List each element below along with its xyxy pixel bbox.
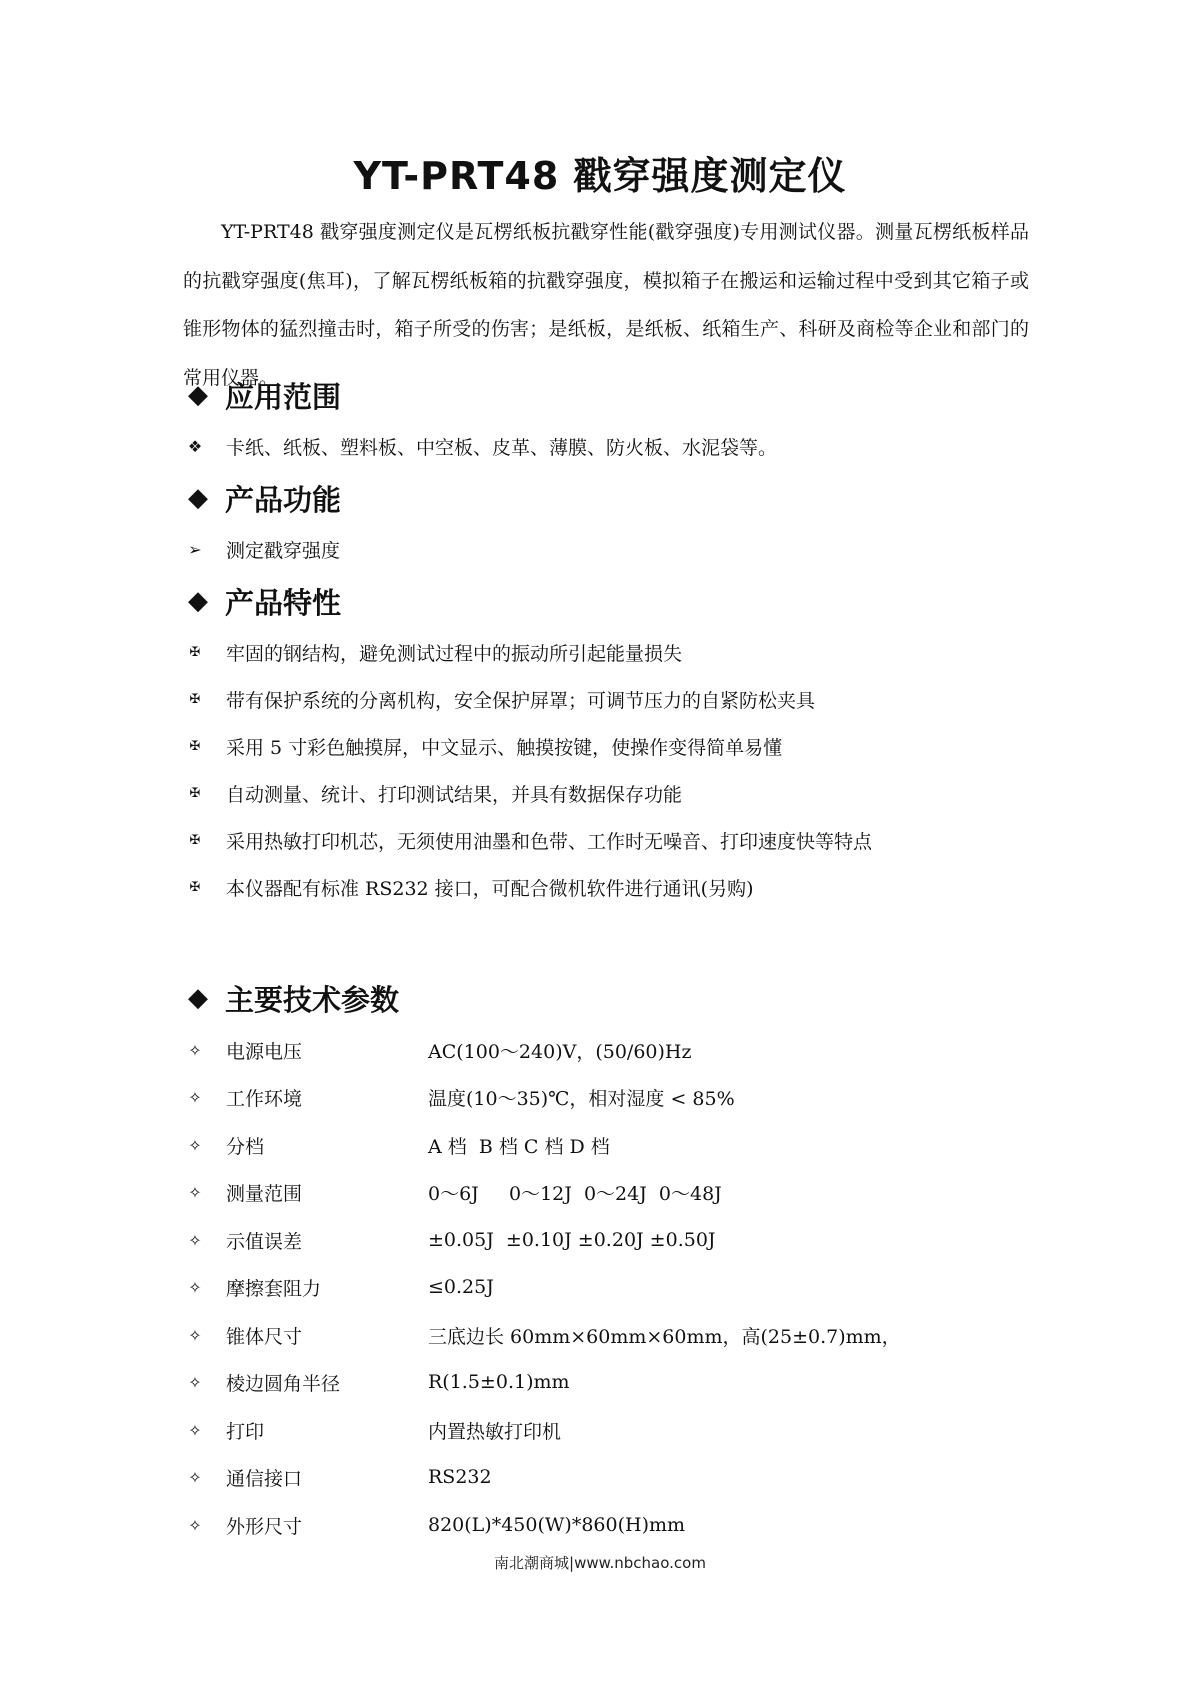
spec-value: ≤0.25J [428, 1276, 494, 1298]
cross-bullet-icon: ✠ [189, 785, 201, 801]
star-bullet-icon: ✧ [188, 1182, 202, 1202]
spec-label: 示值误差 [226, 1230, 303, 1253]
features-list-item [183, 730, 782, 762]
features-list-item [183, 871, 754, 903]
arrow-bullet-icon: ➢ [188, 539, 202, 559]
spec-row [183, 1366, 570, 1398]
star-bullet-icon: ✧ [188, 1515, 202, 1535]
cross-bullet-icon: ✠ [189, 738, 201, 754]
application-item-text: 卡纸、纸板、塑料板、中空板、皮革、薄膜、防火板、水泥袋等。 [226, 436, 778, 459]
features-list-item [183, 777, 682, 809]
star-bullet-icon: ✧ [188, 1230, 202, 1250]
functions-list-item [183, 533, 340, 565]
spec-value: 三底边长 60mm×60mm×60mm，高(25±0.7)mm， [428, 1325, 901, 1348]
features-item-text: 本仪器配有标准 RS232 接口，可配合微机软件进行通讯(另购) [226, 877, 754, 900]
spec-label: 打印 [226, 1420, 265, 1443]
spec-row [183, 1081, 735, 1113]
spec-row [183, 1461, 492, 1493]
cross-bullet-icon: ✠ [189, 879, 201, 895]
diamond-marker-icon: ◆ [188, 983, 208, 1013]
features-item-text: 带有保护系统的分离机构，安全保护屏罩；可调节压力的自紧防松夹具 [226, 689, 816, 712]
cross-bullet-icon: ✠ [189, 832, 201, 848]
spec-value: A 档 B 档 C 档 D 档 [428, 1135, 610, 1158]
diamond-marker-icon: ◆ [188, 380, 208, 410]
heading-specs-label: 主要技术参数 [225, 982, 400, 1017]
spec-value: 820(L)*450(W)*860(H)mm [428, 1514, 686, 1536]
spec-value: 0～6J 0～12J 0～24J 0～48J [428, 1182, 722, 1205]
cross-bullet-icon: ✠ [189, 644, 201, 660]
page-title: YT-PRT48 戳穿强度测定仪 [353, 154, 847, 198]
spec-row [183, 1224, 716, 1256]
heading-features-label: 产品特性 [225, 585, 342, 620]
features-list-item [183, 636, 682, 668]
diamond-marker-icon: ◆ [188, 586, 208, 616]
spec-row [183, 1319, 901, 1351]
spec-row [183, 1034, 692, 1066]
star-bullet-icon: ✧ [188, 1325, 202, 1345]
spec-row [183, 1509, 685, 1541]
spec-row [183, 1129, 610, 1161]
spec-label: 摩擦套阻力 [226, 1277, 322, 1300]
spec-row [183, 1271, 494, 1303]
diamond-bullet-icon: ❖ [187, 436, 203, 456]
intro-paragraph: YT-PRT48 戳穿强度测定仪是瓦楞纸板抗戳穿性能(戳穿强度)专用测试仪器。测量瓦楞纸板样品的抗戳穿强度(焦耳)，了解瓦楞纸板箱的抗戳穿强度，模拟箱子在搬运和运输过程中受到其它箱子或锥形物体的猛烈撞击时，箱子所受的伤害；是纸板，是纸板、纸箱生产、科研及商检等企业和部门的常用仪器。 [183, 221, 1029, 389]
heading-features [183, 576, 341, 626]
heading-functions-label: 产品功能 [225, 482, 342, 517]
features-item-text: 采用热敏打印机芯，无须使用油墨和色带、工作时无噪音、打印速度快等特点 [226, 830, 873, 853]
features-list-item [183, 824, 872, 856]
star-bullet-icon: ✧ [188, 1372, 202, 1392]
star-bullet-icon: ✧ [188, 1135, 202, 1155]
spec-value: 温度(10～35)℃，相对湿度 < 85% [428, 1087, 735, 1110]
spec-label: 分档 [226, 1135, 265, 1158]
cross-bullet-icon: ✠ [189, 691, 201, 707]
spec-value: R(1.5±0.1)mm [428, 1371, 570, 1393]
spec-value: ±0.05J ±0.10J ±0.20J ±0.50J [428, 1229, 716, 1251]
heading-functions [183, 473, 341, 523]
spec-label: 外形尺寸 [226, 1515, 303, 1538]
features-item-text: 牢固的钢结构，避免测试过程中的振动所引起能量损失 [226, 642, 683, 665]
spec-label: 工作环境 [226, 1087, 303, 1110]
spec-label: 通信接口 [226, 1467, 303, 1490]
spec-label: 棱边圆角半径 [226, 1372, 341, 1395]
spec-label: 测量范围 [226, 1182, 303, 1205]
spec-value: AC(100～240)V，(50/60)Hz [428, 1040, 692, 1063]
heading-application [183, 370, 341, 420]
features-item-text: 自动测量、统计、打印测试结果，并具有数据保存功能 [226, 783, 683, 806]
heading-specs [183, 973, 399, 1023]
spec-value: 内置热敏打印机 [428, 1420, 562, 1443]
functions-item-text: 测定戳穿强度 [226, 539, 341, 562]
spec-label: 电源电压 [226, 1040, 303, 1063]
diamond-marker-icon: ◆ [188, 483, 208, 513]
features-item-text: 采用 5 寸彩色触摸屏，中文显示、触摸按键，使操作变得简单易懂 [226, 736, 783, 759]
spec-label: 锥体尺寸 [226, 1325, 303, 1348]
page-footer: 南北潮商城|www.nbchao.com [494, 1554, 706, 1572]
star-bullet-icon: ✧ [188, 1040, 202, 1060]
heading-application-label: 应用范围 [225, 379, 342, 414]
spec-row [183, 1414, 561, 1446]
spec-value: RS232 [428, 1466, 492, 1488]
star-bullet-icon: ✧ [188, 1087, 202, 1107]
spec-row [183, 1176, 722, 1208]
star-bullet-icon: ✧ [188, 1467, 202, 1487]
features-list-item [183, 683, 815, 715]
application-list-item [183, 430, 777, 462]
star-bullet-icon: ✧ [188, 1420, 202, 1440]
star-bullet-icon: ✧ [188, 1277, 202, 1297]
